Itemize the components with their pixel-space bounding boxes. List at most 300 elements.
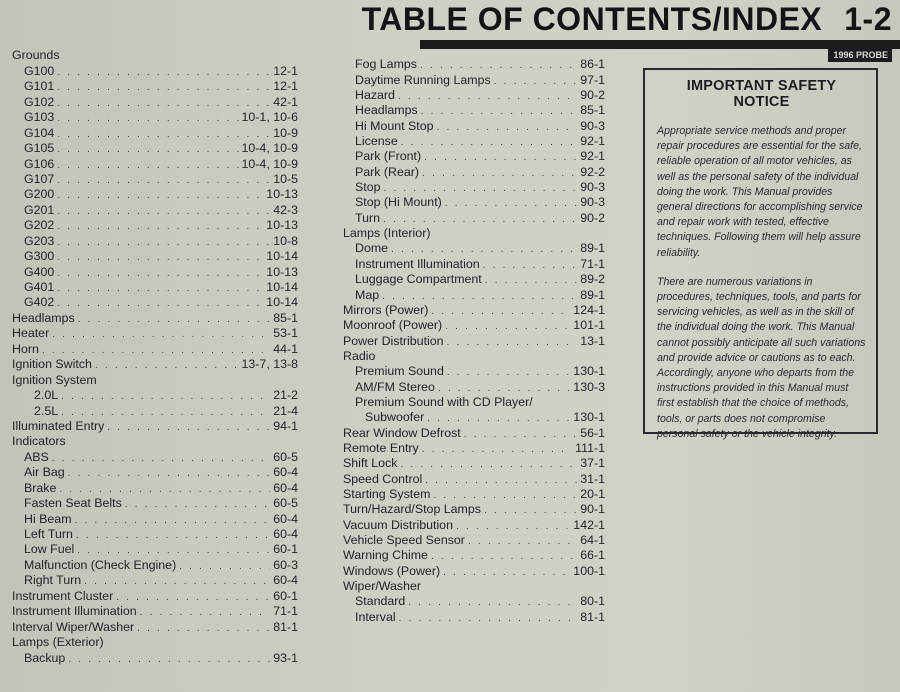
index-entry: [12, 357, 298, 372]
index-entry-label: G402: [24, 295, 55, 310]
index-entry-page: 10-13: [266, 187, 298, 202]
index-entry-page: 97-1: [580, 72, 605, 87]
index-entry: [12, 295, 298, 310]
dot-leader: [125, 499, 270, 511]
index-entry-label: Left Turn: [24, 527, 73, 541]
dot-leader: [427, 413, 570, 425]
index-entry: [343, 594, 605, 609]
index-entry-label: Map: [355, 287, 380, 302]
index-entry: [12, 187, 298, 202]
index-entry-page: 10-9: [273, 125, 298, 140]
index-entry-page: 10-4, 10-9: [241, 141, 298, 156]
index-entry-label: Hi Mount Stop: [355, 118, 434, 133]
index-entry-label: Speed Control: [343, 471, 423, 486]
dot-leader: [57, 98, 270, 110]
index-entry: [12, 79, 298, 94]
index-entry-label: G100: [24, 63, 55, 78]
index-entry-label: Subwoofer: [365, 410, 425, 425]
index-entry-label: 2.5L: [34, 403, 59, 418]
index-entry-page: 66-1: [580, 548, 605, 563]
dot-leader: [424, 152, 577, 164]
dot-leader: [59, 484, 270, 496]
dot-leader: [57, 129, 270, 141]
index-entry-label: Heater: [12, 326, 50, 341]
index-entry-page: 93-1: [273, 650, 298, 665]
index-entry: [343, 195, 605, 210]
index-entry-label: Standard: [355, 594, 406, 609]
index-entry-label: Hazard: [355, 88, 395, 103]
index-entry-page: 60-4: [273, 511, 298, 526]
index-entry: [343, 410, 605, 425]
index-entry-page: 101-1: [573, 318, 605, 333]
index-entry-page: 37-1: [580, 456, 605, 471]
index-entry-page: 89-2: [580, 272, 605, 287]
index-entry-label: Instrument Illumination: [12, 604, 137, 619]
index-entry-label: G300: [24, 249, 55, 264]
index-entry: [12, 449, 298, 464]
index-entry: [343, 241, 605, 256]
index-entry-label: Vehicle Speed Sensor: [343, 533, 465, 547]
index-entry-label: Warning Chime: [343, 548, 428, 563]
dot-leader: [383, 214, 577, 226]
index-entry-label: G201: [24, 202, 55, 217]
index-entry-label: G400: [24, 264, 55, 279]
index-entry-label: Low Fuel: [24, 542, 75, 557]
index-entry-page: 60-4: [273, 465, 298, 480]
index-entry-page: 56-1: [580, 425, 605, 440]
dot-leader: [95, 360, 239, 372]
dot-leader: [398, 91, 577, 103]
index-entry: [12, 63, 298, 78]
index-entry-page: 20-1: [580, 486, 605, 501]
index-entry: [343, 533, 605, 548]
index-entry: [343, 425, 605, 440]
dot-leader: [401, 137, 577, 149]
dot-leader: [57, 252, 263, 264]
index-entry-label: Vacuum Distribution: [343, 517, 453, 532]
index-entry-page: 10-5: [273, 171, 298, 186]
index-entry-page: 81-1: [273, 619, 298, 634]
index-entry-label: G102: [24, 94, 55, 109]
dot-leader: [107, 422, 270, 434]
index-entry-label: Indicators: [12, 434, 66, 449]
dot-leader: [447, 367, 570, 379]
vehicle-badge: 1996 PROBE: [828, 48, 892, 62]
index-entry: [343, 88, 605, 103]
index-entry-page: 42-3: [273, 202, 298, 217]
index-entry: [343, 456, 605, 471]
index-entry: [343, 57, 605, 72]
index-entry: [343, 487, 605, 502]
page-title: TABLE OF CONTENTS/INDEX: [361, 1, 823, 37]
dot-leader: [445, 198, 577, 210]
index-entry-label: Headlamps: [355, 103, 418, 118]
index-entry-page: 10-14: [266, 249, 298, 264]
page-number: 1-2: [844, 1, 892, 37]
index-entry-label: Turn: [355, 210, 381, 225]
dot-leader: [52, 329, 270, 341]
dot-leader: [57, 144, 238, 156]
index-entry: [12, 202, 298, 217]
index-entry-page: 90-2: [580, 88, 605, 103]
page-header: [362, 1, 892, 38]
dot-leader: [61, 407, 270, 419]
index-entry: [343, 272, 605, 287]
index-entry-page: 12-1: [273, 63, 298, 78]
index-entry-label: AM/FM Stereo: [355, 379, 435, 394]
index-entry-page: 60-1: [273, 542, 298, 557]
index-entry-label: Premium Sound: [355, 364, 444, 379]
dot-leader: [57, 237, 270, 249]
index-entry-page: 60-3: [273, 557, 298, 572]
index-entry-label: Right Turn: [24, 573, 82, 588]
index-entry: [12, 619, 298, 634]
index-entry: [12, 264, 298, 279]
dot-leader: [431, 306, 570, 318]
index-entry-page: 60-4: [273, 527, 298, 541]
dot-leader: [116, 592, 270, 604]
index-entry: [12, 650, 298, 665]
index-entry-label: License: [355, 134, 398, 149]
index-entry-page: 142-1: [573, 517, 605, 532]
dot-leader: [438, 383, 570, 395]
index-entry: [343, 379, 605, 394]
index-entry-label: G101: [24, 79, 55, 94]
index-entry: [12, 403, 298, 418]
index-entry-page: 10-4, 10-9: [241, 156, 298, 171]
dot-leader: [494, 76, 578, 88]
dot-leader: [57, 298, 263, 310]
index-entry: [343, 517, 605, 532]
index-entry-page: 124-1: [573, 302, 605, 317]
dot-leader: [468, 536, 577, 548]
dot-leader: [400, 459, 577, 471]
index-entry: [12, 635, 298, 650]
index-entry-page: 94-1: [273, 418, 298, 433]
index-entry-label: Power Distribution: [343, 333, 444, 348]
dot-leader: [140, 607, 271, 619]
index-entry-page: 10-13: [266, 264, 298, 279]
index-entry: [12, 419, 298, 434]
index-entry: [343, 164, 605, 179]
index-entry: [343, 149, 605, 164]
dot-leader: [420, 60, 577, 72]
safety-notice-heading: IMPORTANT SAFETY NOTICE: [686, 78, 837, 110]
index-entry-label: Radio: [343, 348, 376, 363]
index-entry-page: 13-1: [580, 333, 605, 348]
index-entry-label: Starting System: [343, 486, 431, 501]
index-entry-page: 90-3: [580, 180, 605, 195]
index-entry-label: Ignition System: [12, 372, 97, 387]
index-entry-label: G105: [24, 141, 55, 156]
index-entry: [343, 256, 605, 271]
index-column-right: [343, 57, 605, 625]
index-entry: [343, 103, 605, 118]
index-entry-page: 85-1: [580, 103, 605, 118]
index-entry-label: Instrument Cluster: [12, 588, 114, 603]
index-entry-label: Remote Entry: [343, 440, 419, 455]
dot-leader: [42, 345, 270, 357]
dot-leader: [484, 505, 577, 517]
index-entry-page: 10-14: [266, 280, 298, 294]
index-entry-label: Daytime Running Lamps: [355, 72, 491, 87]
index-entry-page: 31-1: [580, 471, 605, 486]
index-entry-page: 60-1: [273, 588, 298, 603]
dot-leader: [57, 190, 263, 202]
index-entry-page: 60-5: [273, 496, 298, 511]
index-entry-label: Interval: [355, 609, 396, 624]
index-entry-label: Ignition Switch: [12, 357, 92, 372]
dot-leader: [179, 561, 270, 573]
index-entry-page: 85-1: [273, 310, 298, 325]
index-entry: [12, 434, 298, 449]
dot-leader: [61, 391, 270, 403]
index-entry-label: Illuminated Entry: [12, 418, 105, 433]
index-entry-label: Windows (Power): [343, 563, 441, 578]
dot-leader: [391, 244, 577, 256]
index-entry: [12, 496, 298, 511]
index-entry: [12, 588, 298, 603]
index-entry: [12, 233, 298, 248]
index-entry-page: 111-1: [575, 440, 605, 455]
index-entry-label: G202: [24, 218, 55, 233]
index-entry-page: 90-1: [580, 502, 605, 517]
index-entry-label: ABS: [24, 449, 49, 464]
index-entry: [12, 156, 298, 171]
index-entry-page: 90-2: [580, 210, 605, 225]
index-entry-page: 60-5: [273, 449, 298, 464]
dot-leader: [57, 82, 270, 94]
index-entry-page: 10-8: [273, 233, 298, 248]
index-entry-label: Horn: [12, 341, 39, 356]
index-entry: [12, 573, 298, 588]
index-entry: [343, 579, 605, 594]
index-entry: [12, 527, 298, 542]
index-entry: [12, 280, 298, 295]
index-entry: [343, 502, 605, 517]
index-entry: [343, 180, 605, 195]
index-entry-page: 53-1: [273, 326, 298, 341]
safety-notice-paragraph: Appropriate service methods and proper repair procedures are essential for the safe, reliable operation of all motor vehicles, as well as the personal safety of the individual doing the work. This Manual provides general directions for accomplishing service and repair work with tested, effective techniques. Following them will help assure reliability.: [657, 125, 863, 259]
index-entry-label: Lamps (Exterior): [12, 635, 104, 650]
index-entry: [12, 48, 298, 63]
dot-leader: [422, 168, 577, 180]
safety-notice-box: [643, 68, 878, 440]
index-entry-label: G104: [24, 125, 55, 140]
index-entry: [12, 172, 298, 187]
index-entry-page: 90-3: [580, 195, 605, 210]
index-entry-label: Moonroof (Power): [343, 318, 443, 333]
index-entry-page: 71-1: [273, 604, 298, 619]
dot-leader: [464, 429, 577, 441]
index-entry-page: 89-1: [580, 241, 605, 256]
index-entry-label: G107: [24, 171, 55, 186]
index-entry-page: 10-1, 10-6: [241, 110, 298, 125]
index-entry-page: 92-2: [580, 164, 605, 179]
index-entry: [343, 471, 605, 486]
index-entry-label: G103: [24, 110, 55, 125]
index-entry-label: Turn/Hazard/Stop Lamps: [343, 502, 481, 517]
dot-leader: [422, 444, 572, 456]
index-entry-label: Park (Rear): [355, 164, 420, 179]
index-column-left: [12, 48, 298, 666]
index-entry: [343, 303, 605, 318]
dot-leader: [437, 122, 578, 134]
index-entry-label: Hi Beam: [24, 511, 72, 526]
dot-leader: [77, 545, 270, 557]
dot-leader: [483, 260, 578, 272]
index-entry-label: Lamps (Interior): [343, 226, 431, 241]
index-entry-page: 100-1: [573, 563, 605, 578]
dot-leader: [84, 576, 270, 588]
index-entry-label: Wiper/Washer: [343, 579, 422, 594]
index-entry-label: Rear Window Defrost: [343, 425, 461, 440]
index-entry: [12, 465, 298, 480]
dot-leader: [75, 515, 271, 527]
index-entry: [12, 511, 298, 526]
index-entry-label: Backup: [24, 650, 66, 665]
dot-leader: [68, 654, 270, 666]
index-entry-label: Shift Lock: [343, 456, 398, 471]
index-entry: [12, 372, 298, 387]
index-entry-page: 60-4: [273, 573, 298, 588]
index-entry: [12, 388, 298, 403]
index-entry-label: Luggage Compartment: [355, 272, 482, 287]
index-entry-page: 92-1: [580, 149, 605, 164]
dot-leader: [408, 597, 577, 609]
index-entry-label: Interval Wiper/Washer: [12, 619, 135, 634]
index-entry: [12, 125, 298, 140]
dot-leader: [57, 160, 238, 172]
index-entry: [343, 609, 605, 624]
index-entry-page: 64-1: [580, 533, 605, 547]
index-entry: [12, 110, 298, 125]
index-entry: [12, 326, 298, 341]
index-entry-label: Stop: [355, 180, 381, 195]
dot-leader: [57, 221, 263, 233]
dot-leader: [57, 113, 238, 125]
index-entry-page: 10-13: [266, 218, 298, 233]
safety-notice-paragraph: There are numerous variations in procedures, techniques, tools, and parts for servicing vehicles, as well as in the skill of the individual doing the work. This Manual cannot possibly anticipate all such variations and provide advice or cautions as to each. Accordingly, anyone who departs from the instructions provided in this Manual must first establish that the choice of methods, tools, or parts does not compromise personal safety or the vehicle integrity.: [657, 275, 866, 440]
index-entry: [12, 218, 298, 233]
dot-leader: [399, 613, 578, 625]
index-entry: [343, 349, 605, 364]
index-entry-page: 71-1: [580, 256, 605, 271]
index-entry: [343, 563, 605, 578]
index-entry: [12, 604, 298, 619]
index-entry: [12, 557, 298, 572]
dot-leader: [57, 268, 263, 280]
index-entry-page: 90-3: [580, 118, 605, 133]
index-entry-label: Park (Front): [355, 149, 422, 164]
dot-leader: [384, 183, 578, 195]
index-entry-label: G106: [24, 156, 55, 171]
index-entry-label: Headlamps: [12, 310, 75, 325]
index-entry-label: Malfunction (Check Engine): [24, 557, 177, 572]
index-entry: [343, 226, 605, 241]
index-entry: [343, 333, 605, 348]
index-entry: [343, 72, 605, 87]
dot-leader: [382, 291, 577, 303]
index-entry-page: 42-1: [273, 94, 298, 109]
dot-leader: [76, 530, 270, 542]
dot-leader: [443, 567, 570, 579]
index-entry: [343, 441, 605, 456]
dot-leader: [68, 468, 271, 480]
index-entry-page: 130-1: [573, 364, 605, 379]
dot-leader: [137, 623, 270, 635]
index-entry-page: 92-1: [580, 134, 605, 149]
dot-leader: [52, 453, 270, 465]
index-entry: [343, 134, 605, 149]
index-entry-page: 86-1: [580, 57, 605, 72]
index-entry: [343, 287, 605, 302]
index-entry-label: Air Bag: [24, 465, 65, 480]
dot-leader: [447, 337, 578, 349]
index-entry-label: Stop (Hi Mount): [355, 195, 442, 210]
index-entry: [343, 548, 605, 563]
index-entry-label: Premium Sound with CD Player/: [355, 394, 533, 409]
dot-leader: [445, 321, 570, 333]
dot-leader: [78, 314, 271, 326]
index-entry: [12, 542, 298, 557]
index-entry-label: Brake: [24, 480, 57, 495]
index-entry: [12, 94, 298, 109]
index-entry: [343, 364, 605, 379]
dot-leader: [425, 475, 577, 487]
index-entry: [12, 249, 298, 264]
index-entry-page: 12-1: [273, 79, 298, 94]
dot-leader: [421, 106, 578, 118]
index-entry-label: Fog Lamps: [355, 57, 417, 72]
index-entry-label: Dome: [355, 241, 389, 256]
index-entry-label: G200: [24, 187, 55, 202]
index-entry: [343, 118, 605, 133]
index-entry-page: 130-3: [573, 379, 605, 394]
index-entry-label: Grounds: [12, 48, 60, 63]
index-entry: [343, 210, 605, 225]
index-entry-page: 13-7, 13-8: [241, 357, 298, 372]
index-entry-page: 80-1: [580, 594, 605, 609]
index-entry: [12, 141, 298, 156]
index-entry-label: 2.0L: [34, 388, 59, 403]
dot-leader: [431, 551, 577, 563]
dot-leader: [456, 521, 570, 533]
index-entry: [343, 395, 605, 410]
index-entry-page: 130-1: [573, 410, 605, 425]
index-entry-page: 44-1: [273, 341, 298, 356]
dot-leader: [57, 206, 270, 218]
index-entry: [12, 341, 298, 356]
dot-leader: [57, 283, 263, 295]
dot-leader: [485, 275, 577, 287]
index-entry: [12, 310, 298, 325]
index-entry-page: 10-14: [266, 295, 298, 310]
dot-leader: [433, 490, 577, 502]
dot-leader: [57, 67, 270, 79]
index-entry-page: 21-4: [273, 403, 298, 418]
dot-leader: [57, 175, 270, 187]
index-entry: [343, 318, 605, 333]
index-entry-page: 21-2: [273, 388, 298, 403]
index-entry-page: 81-1: [580, 609, 605, 624]
index-entry-label: G401: [24, 280, 55, 294]
index-entry-label: Mirrors (Power): [343, 302, 429, 317]
index-entry-page: 60-4: [273, 480, 298, 495]
index-entry-page: 89-1: [580, 287, 605, 302]
index-entry: [12, 480, 298, 495]
index-entry-label: Instrument Illumination: [355, 256, 480, 271]
